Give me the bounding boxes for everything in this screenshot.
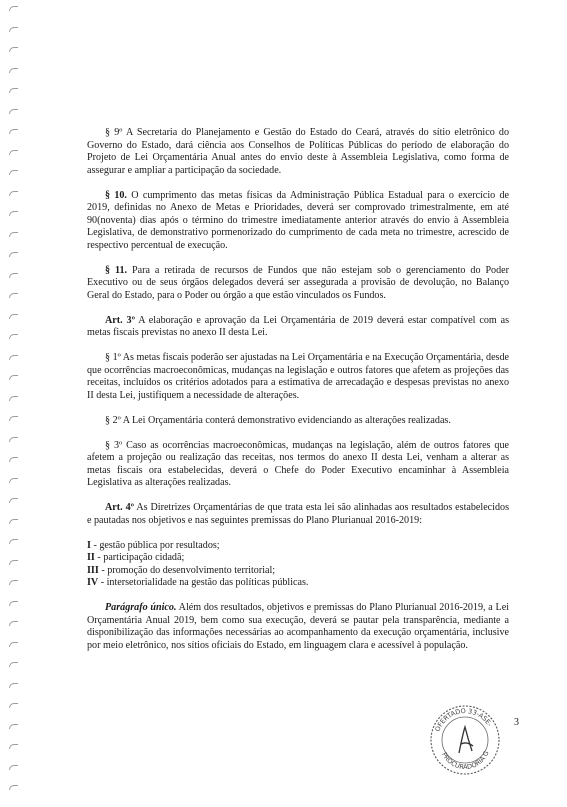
binding-hole [9,232,18,237]
binding-hole [9,416,18,421]
seal-stamp [428,703,502,777]
article-text: A elaboração e aprovação da Lei Orçamentária de 2019 deverá estar compatível com as metas fiscais previstas no anexo II desta Lei. [87,314,509,338]
binding-hole [9,560,18,565]
paragraph-text: O cumprimento das metas físicas da Administração Pública Estadual para o exercício de 2019, definidas no Anexo de Metas e Prioridades, deverá ser comprovado trimestralmente, em até 90(noventa) dias após o término do trimestre imediatamente anterior através do envio à Assembleia Legislativa, de demonstrativo pormenorizado do cumprimento de cada meta no trimestre, acrescido de respectivo percentual de execução. [87,189,510,251]
paragraph-text: Além dos resultados, objetivos e premissas do Plano Plurianual 2016-2019, a Lei Orçamentária Anual 2019, bem como sua execução, deverá se pautar pela transparência, mediante a disponibilização das informações necessárias ao acompanhamento da execução orçamentária, inclusive por meio eletrônico, nos sítios oficiais do Estado, em linguagem clara e acessível à população. [87,602,509,651]
binding-hole [9,129,18,134]
paragraph-text: Para a retirada de recursos de Fundos que não estejam sob o gerenciamento do Poder Executivo ou de seus órgãos delegados deverá ser assegurada a provisão de devolução, no Balanço Geral do Estado, para o Poder ou órgão a que estão vinculados os Fundos. [87,264,509,301]
list-item [87,565,509,578]
list-item [87,577,509,590]
binding-hole [9,785,18,790]
seal-bottom-text: PROCURADORIA G [440,749,491,772]
binding-hole [9,273,18,278]
binding-hole [9,662,18,667]
binding-hole [9,396,18,401]
binding-hole [9,601,18,606]
article-4 [87,502,509,527]
binding-hole [9,724,18,729]
signature-mark [459,727,473,753]
paragraph-mark: § 9º [105,127,123,138]
binding-hole [9,109,18,114]
paragrafo-unico [87,602,509,652]
binding-hole [9,170,18,175]
paragraph-mark: § 10. [105,189,127,201]
binding-hole [9,683,18,688]
article-mark: Art. 3º [105,314,135,326]
article-3-paragraph-3 [87,440,509,490]
binding-hole [9,703,18,708]
paragraph-mark: § 11. [105,264,128,276]
page-number: 3 [514,717,519,728]
list-text: - gestão pública por resultados; [90,539,220,551]
article-3 [87,315,509,340]
binding-hole [9,150,18,155]
svg-text:PROCURADORIA G [440,750,490,771]
binding-hole [9,6,18,11]
document-body [87,127,509,665]
list-numeral: II [87,552,95,563]
binding-hole [9,765,18,770]
binding-hole [9,539,18,544]
binding-hole [9,457,18,462]
paragraph-mark: Parágrafo único. [105,602,177,613]
paragraph-10 [87,190,509,253]
binding-hole [9,580,18,585]
article-mark: Art. 4º [105,502,134,513]
paragraph-mark: § 3º [105,439,123,451]
binding-hole [9,642,18,647]
list-text: - participação cidadã; [94,552,185,563]
binding-hole [9,211,18,216]
binding-hole [9,27,18,32]
paragraph-mark: § 2º [105,414,121,426]
binding-holes [4,0,22,807]
list-numeral: III [87,564,99,576]
binding-hole [9,744,18,749]
paragraph-11 [87,265,509,303]
binding-hole [9,334,18,339]
binding-hole [9,621,18,626]
binding-hole [9,68,18,73]
binding-hole [9,293,18,298]
binding-hole [9,314,18,319]
binding-hole [9,88,18,93]
binding-hole [9,355,18,360]
list-numeral: IV [87,577,99,588]
list-text: - promoção do desenvolvimento territorial; [98,564,276,576]
list-numeral: I [87,539,91,551]
article-text: As Diretrizes Orçamentárias de que trata esta lei são alinhadas aos resultados estabelecidos e pautadas nos objetivos e nas seguintes premissas do Plano Plurianual 2016-2019: [87,502,509,526]
binding-hole [9,478,18,483]
paragraph-text: As metas fiscais poderão ser ajustadas na Lei Orçamentária e na Execução Orçamentária, desde que ocorrências macroeconômicas, mudanças na legislação e outros fatores que afetem as projeções das receitas, incluídos os critérios adotados para a estimativa de arrecadação e despesas previstas no anexo II desta Lei, justifiquem a necessidade de alterações. [87,352,510,401]
premissas-list [87,540,509,590]
binding-hole [9,191,18,196]
seal-top-text: OFERTADO 33-ASE- [433,706,494,733]
binding-hole [9,47,18,52]
paragraph-text: A Lei Orçamentária conterá demonstrativo evidenciando as alterações realizadas. [120,414,451,426]
article-3-paragraph-1 [87,352,509,402]
paragraph-9 [87,127,509,177]
list-item [87,540,509,553]
list-item [87,552,509,565]
list-text: - intersetorialidade na gestão das políticas públicas. [98,577,309,588]
binding-hole [9,437,18,442]
binding-hole [9,252,18,257]
binding-hole [9,498,18,503]
paragraph-text: Caso as ocorrências macroeconômicas, mudanças na legislação, além de outros fatores que afetem a projeção ou realização das receitas, nos termos do anexo II desta Lei, venham a alterar as metas fiscais ora estabelecidas, deverá o Chefe do Poder Executivo encaminhar à Assembleia Legislativa as alterações realizadas. [87,439,509,488]
binding-hole [9,375,18,380]
article-3-paragraph-2 [87,415,509,428]
paragraph-text: A Secretaria do Planejamento e Gestão do Estado do Ceará, através do sítio eletrônico do Governo do Estado, dará ciência aos Conselhos de Políticas Públicas do período de elaboração do Projeto de Lei Orçamentária Anual antes do envio deste à Assembleia Legislativa, como forma de assegurar e ampliar a participação da sociedade. [87,127,509,176]
paragraph-mark: § 1º [105,352,121,363]
binding-hole [9,519,18,524]
